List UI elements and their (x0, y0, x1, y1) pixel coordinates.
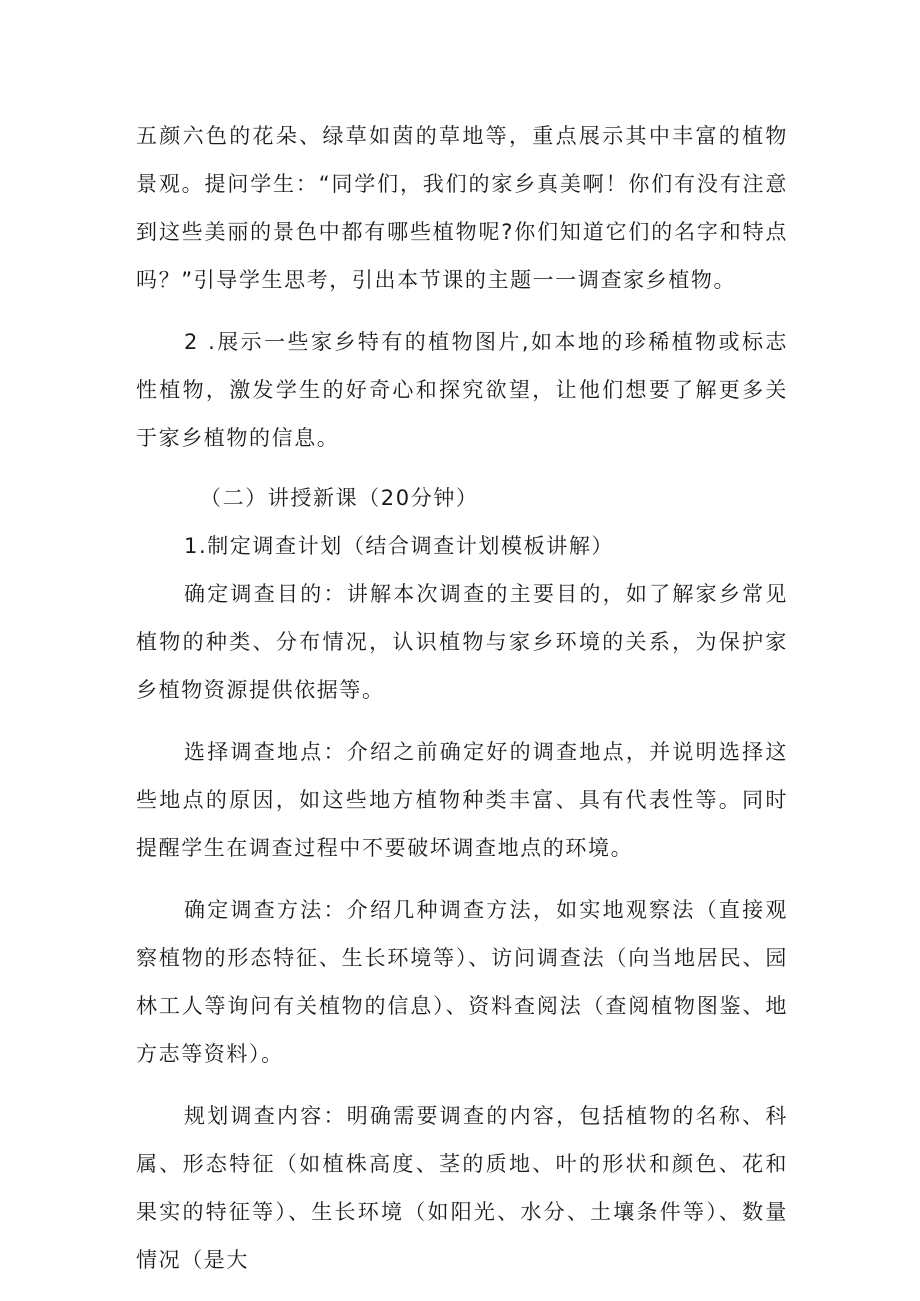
section-heading-new-lesson: （二）讲授新课（20分钟） (200, 486, 479, 510)
paragraph-survey-method: 确定调查方法：介绍几种调查方法，如实地观察法（直接观察植物的形态特征、生长环境等）、访问调查法（向当地居民、园林工人等询问有关植物的信息）、资料查阅法（查阅植物图鉴、地方志等资料）。 (136, 898, 788, 1066)
document-body (136, 112, 788, 1284)
subheading-make-plan: 1.制定调查计划（结合调查计划模板讲解） (184, 534, 615, 558)
paragraph-survey-location: 选择调查地点：介绍之前确定好的调查地点，并说明选择这些地点的原因，如这些地方植物种类丰富、具有代表性等。同时提醒学生在调查过程中不要破坏调查地点的环境。 (136, 740, 788, 860)
paragraph-survey-content: 规划调查内容：明确需要调查的内容，包括植物的名称、科属、形态特征（如植株高度、茎的质地、叶的形状和颜色、花和果实的特征等）、生长环境（如阳光、水分、土壤条件等）、数量情况（是大 (136, 1104, 788, 1272)
paragraph-intro-continuation: 五颜六色的花朵、绿草如茵的草地等，重点展示其中丰富的植物景观。提问学生：“同学们，我们的家乡真美啊！你们有没有注意到这些美丽的景色中都有哪些植物呢?你们知道它们的名字和特点吗？”引导学生思考，引出本节课的主题一一调查家乡植物。 (136, 124, 788, 292)
paragraph-survey-purpose: 确定调查目的：讲解本次调查的主要目的，如了解家乡常见植物的种类、分布情况，认识植物与家乡环境的关系，为保护家乡植物资源提供依据等。 (136, 582, 788, 702)
paragraph-step-2: 2 .展示一些家乡特有的植物图片,如本地的珍稀植物或标志性植物，激发学生的好奇心和探究欲望，让他们想要了解更多关于家乡植物的信息。 (136, 330, 788, 450)
